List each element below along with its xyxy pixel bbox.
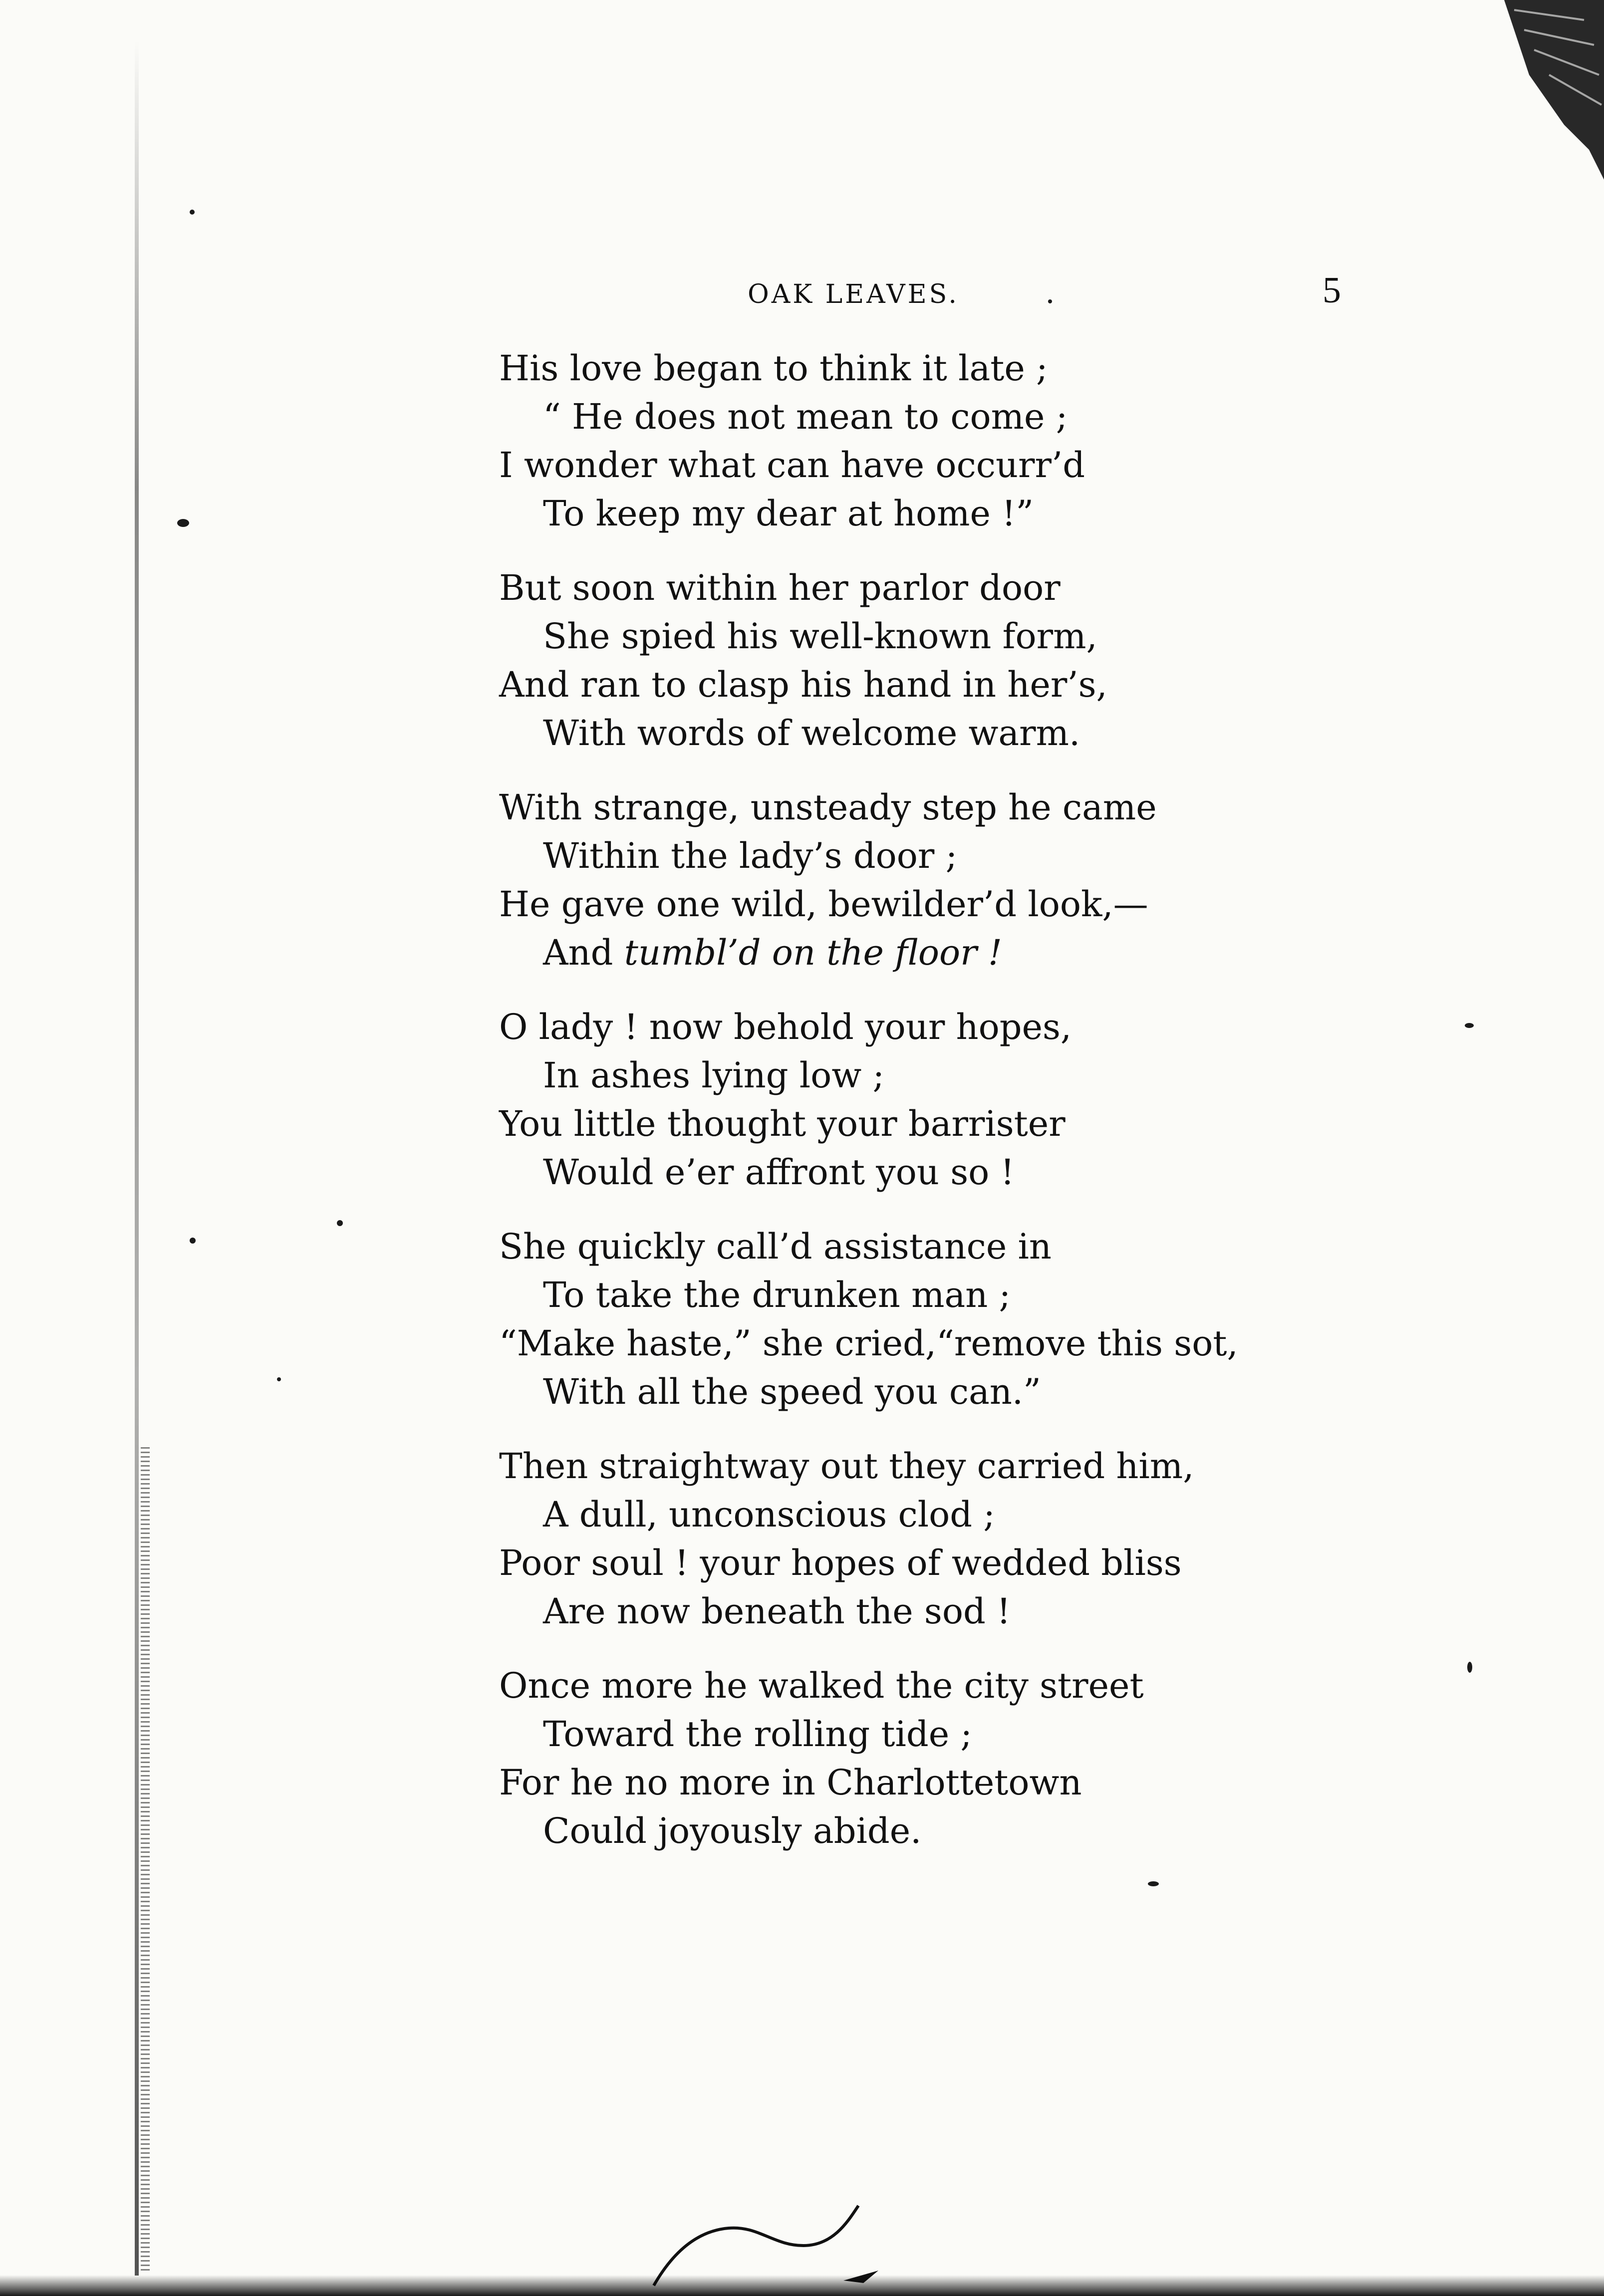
ink-speck (177, 519, 189, 527)
poem-line: Once more he walked the city street (499, 1665, 1144, 1706)
stanza (499, 564, 1298, 758)
binding-gutter (135, 40, 139, 2276)
poem-line: “ He does not mean to come ; (543, 396, 1068, 437)
stanza (499, 1662, 1298, 1855)
torn-corner-graphic (1484, 0, 1604, 180)
ink-speck (1048, 299, 1052, 303)
poem-line: O lady ! now behold your hopes, (499, 1007, 1072, 1047)
ink-speck (277, 1377, 281, 1381)
ink-speck (337, 1220, 343, 1226)
page-bottom-shadow (0, 2275, 1604, 2296)
running-head: OAK LEAVES. (748, 279, 959, 309)
ink-speck (1465, 1023, 1474, 1028)
poem-line: With words of welcome warm. (543, 713, 1080, 754)
poem-line: Poor soul ! your hopes of wedded bliss (499, 1542, 1182, 1583)
stanza (499, 1003, 1298, 1197)
stanza (499, 344, 1298, 538)
poem-line: In ashes lying low ; (543, 1055, 885, 1096)
poem-line-start: And (543, 932, 624, 973)
poem-line: I wonder what can have occurr’d (499, 445, 1085, 486)
poem-line (499, 929, 1298, 977)
poem-line: And ran to clasp his hand in her’s, (499, 664, 1107, 705)
stanza (499, 1442, 1298, 1636)
poem-line: Could joyously abide. (543, 1810, 922, 1851)
poem-line: She spied his well-known form, (543, 616, 1097, 657)
poem-line: With strange, unsteady step he came (499, 787, 1157, 828)
poem-line: Toward the rolling tide ; (543, 1714, 972, 1755)
poem-line-italic: tumbl’d on the floor ! (624, 932, 1002, 973)
poem-line: To take the drunken man ; (543, 1275, 1011, 1315)
page-number: 5 (1323, 270, 1341, 311)
stanza (499, 1223, 1298, 1416)
poem-line: “Make haste,” she cried,“remove this sot, (499, 1323, 1238, 1364)
stanza (499, 783, 1298, 977)
poem-line: His love began to think it late ; (499, 348, 1048, 389)
ink-speck (1148, 1881, 1159, 1886)
poem-line: Then straightway out they carried him, (499, 1446, 1194, 1487)
binding-stipple (141, 1447, 150, 2271)
poem-line: She quickly call’d assistance in (499, 1226, 1052, 1267)
poem-line: A dull, unconscious clod ; (543, 1494, 995, 1535)
ink-speck (190, 210, 195, 215)
poem-line: You little thought your barrister (499, 1103, 1066, 1144)
ink-speck (1467, 1662, 1472, 1673)
ink-speck (190, 1238, 196, 1244)
poem-line: He gave one wild, bewilder’d look,— (499, 884, 1148, 925)
poem-line: Would e’er affront you so ! (543, 1152, 1015, 1193)
poem-line: Are now beneath the sod ! (543, 1591, 1011, 1632)
poem-line: With all the speed you can.” (543, 1371, 1041, 1412)
poem (499, 344, 1298, 1881)
poem-line: For he no more in Charlottetown (499, 1762, 1082, 1803)
poem-line: To keep my dear at home !” (543, 493, 1034, 534)
poem-line: But soon within her parlor door (499, 567, 1061, 608)
poem-line: Within the lady’s door ; (543, 835, 958, 876)
